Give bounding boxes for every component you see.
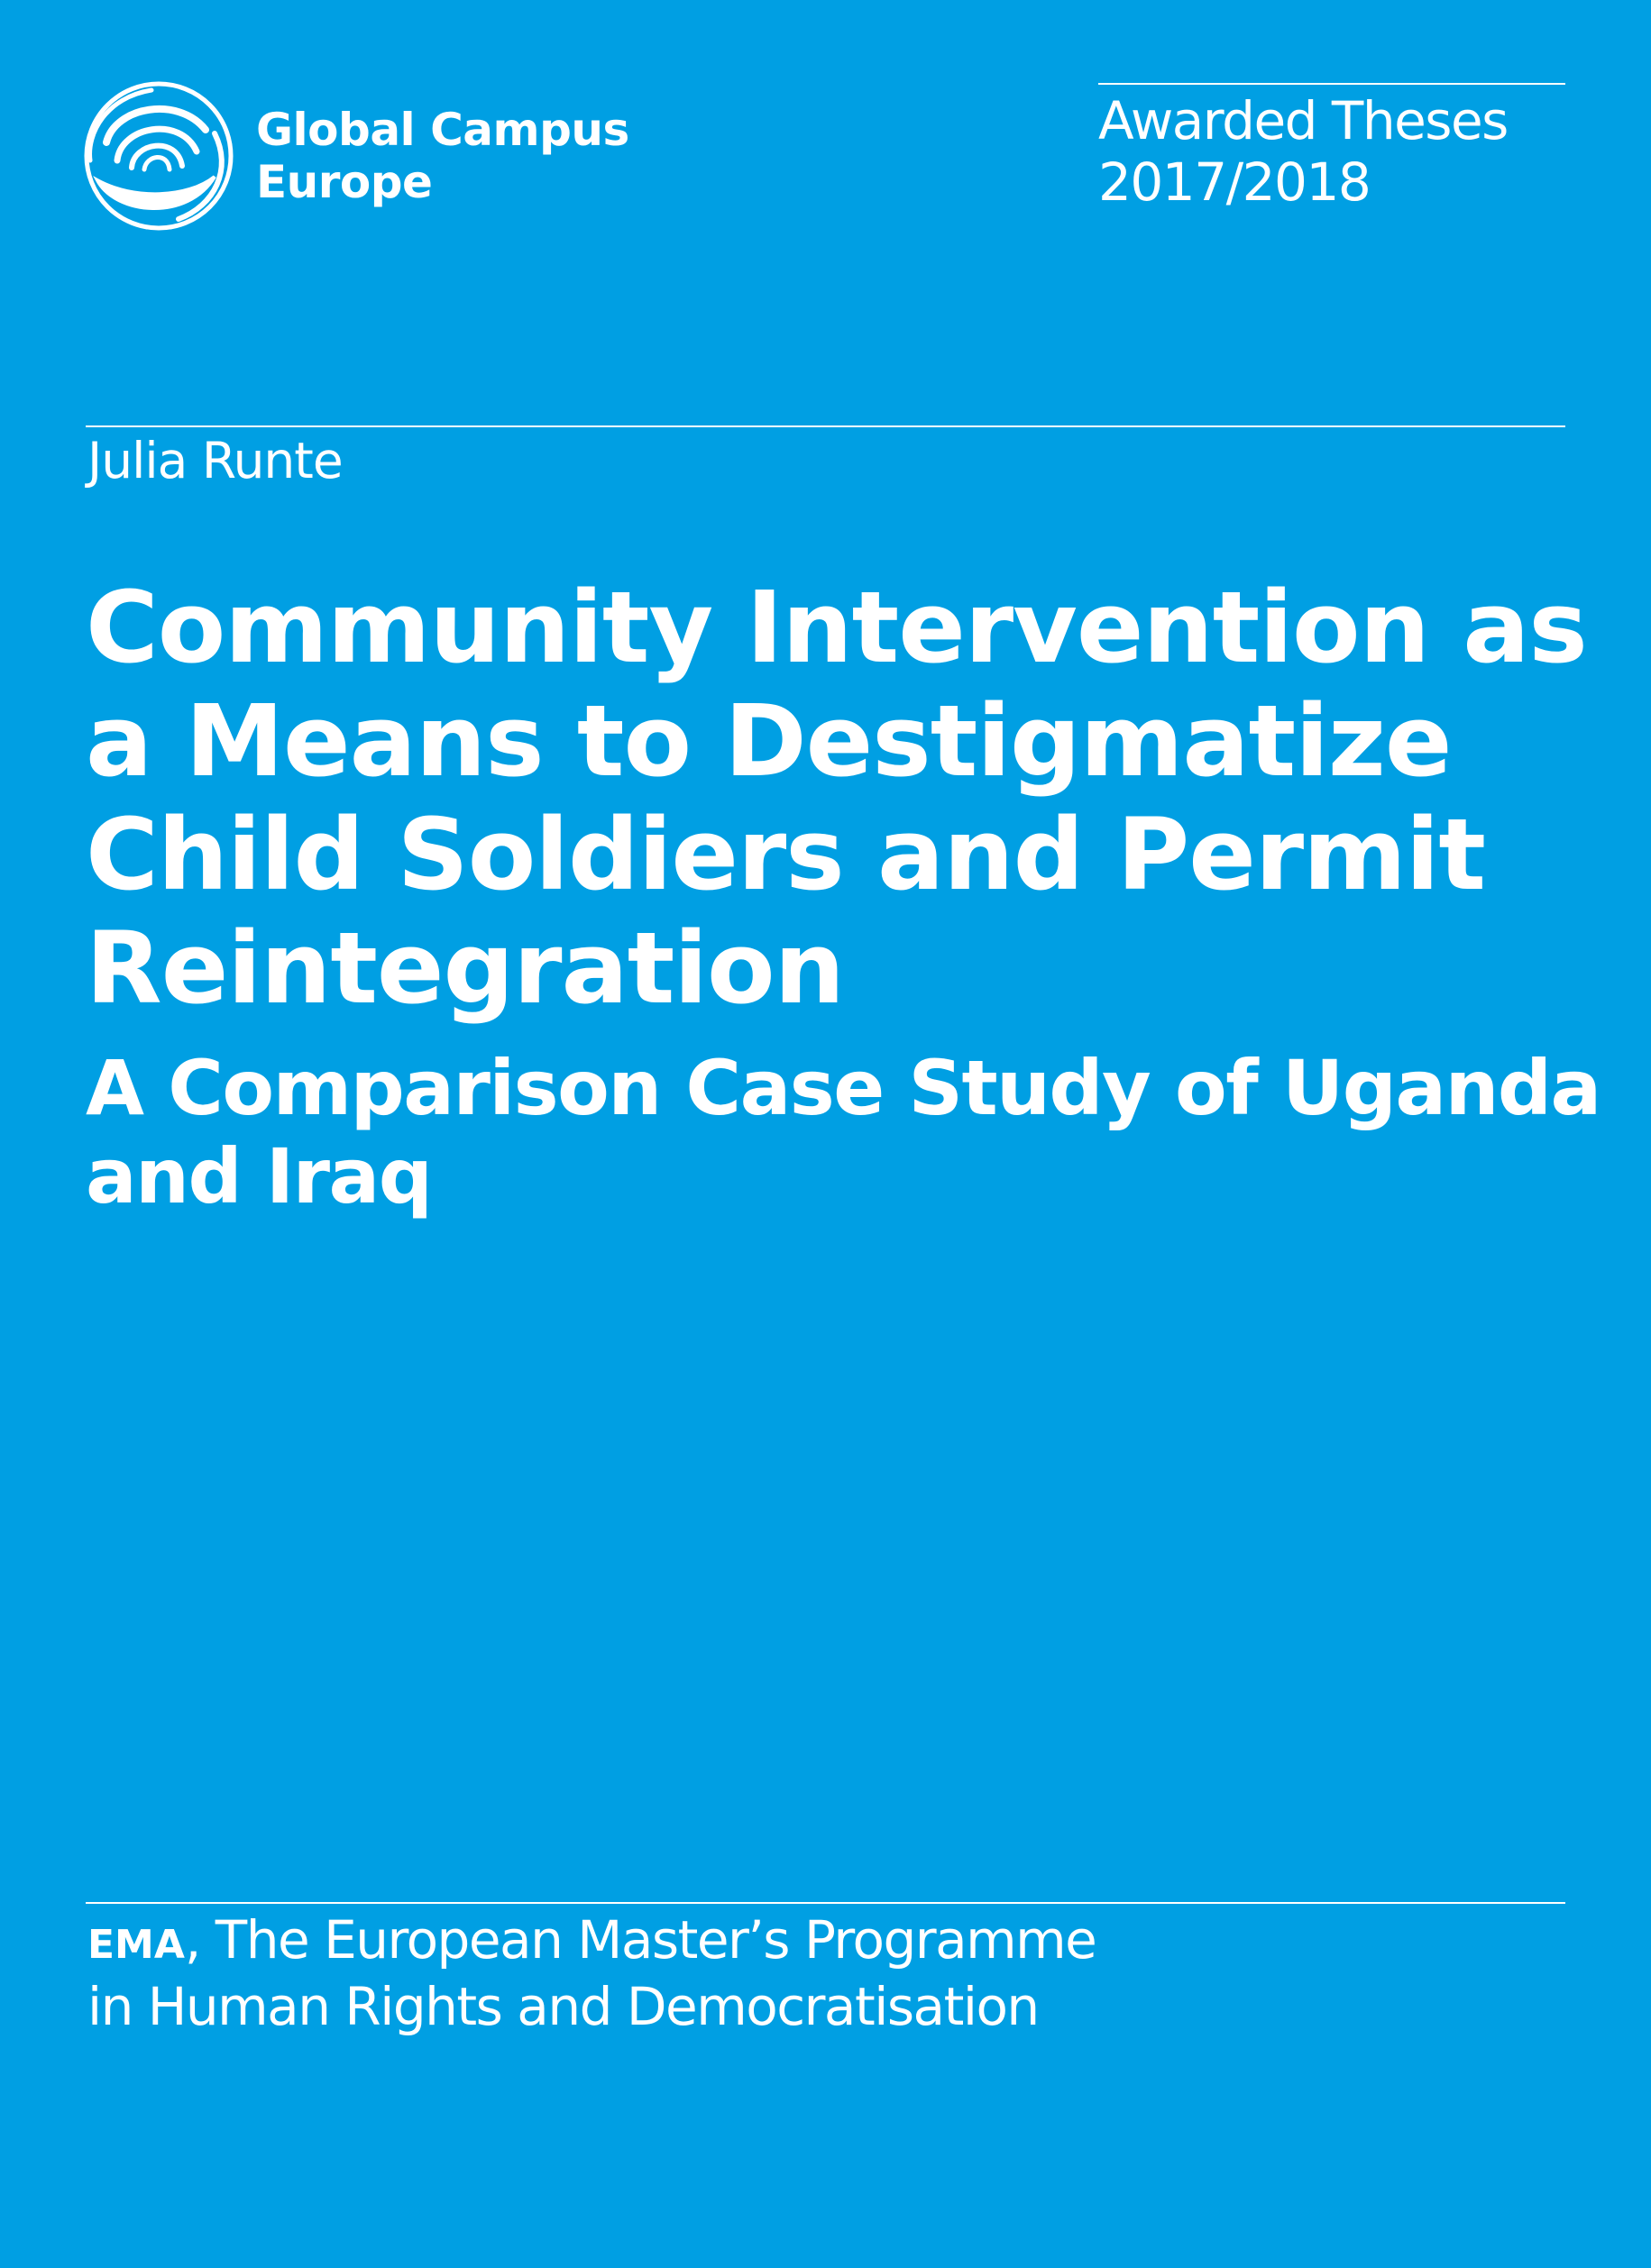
swirl-logo-icon	[79, 79, 238, 233]
programme-line-1-text: , The European Master’s Programme	[184, 1909, 1096, 1971]
thesis-title	[86, 571, 1619, 1025]
programme-line-1	[87, 1909, 1096, 1976]
programme-divider	[86, 1902, 1565, 1904]
title-line: Child Soldiers and Permit	[86, 797, 1486, 912]
title-line: Community Intervention as	[86, 570, 1587, 685]
title-line: Reintegration	[86, 910, 844, 1026]
author-name: Julia Runte	[87, 432, 343, 489]
subtitle-line: and Iraq	[86, 1132, 432, 1221]
series-divider	[1098, 83, 1565, 85]
thesis-subtitle	[86, 1044, 1628, 1221]
title-line: a Means to Destigmatize	[86, 683, 1452, 799]
subtitle-line: A Comparison Case Study of Uganda	[86, 1044, 1601, 1132]
logo-line-1: Global Campus	[256, 104, 629, 156]
series-year: 2017/2018	[1098, 151, 1371, 213]
author-divider	[86, 425, 1565, 427]
programme-name	[87, 1909, 1096, 2037]
series-label	[1098, 90, 1508, 213]
logo-line-2: Europe	[256, 156, 433, 208]
programme-line-2: in Human Rights and Democratisation	[87, 1976, 1039, 2037]
global-campus-logo	[79, 79, 629, 233]
logo-wordmark	[256, 104, 629, 208]
series-name: Awarded Theses	[1098, 90, 1508, 151]
programme-abbreviation: EMA	[87, 1922, 185, 1968]
